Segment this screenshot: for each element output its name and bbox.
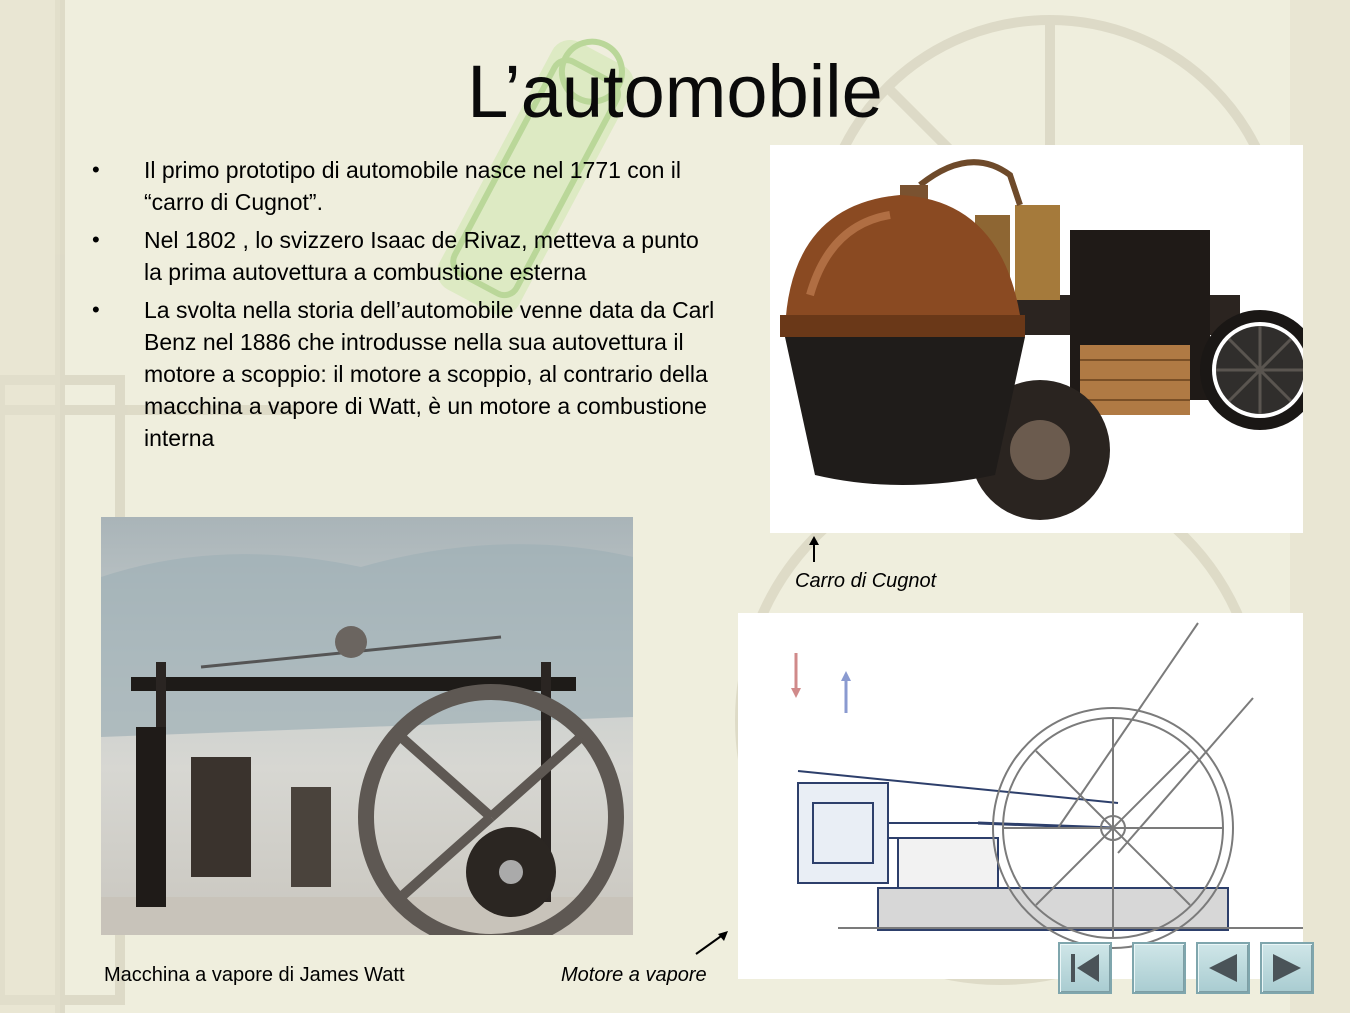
bullet-text: La svolta nella storia dell’automobile venne data da Carl Benz nel 1886 che introdusse nella sua autovettura il motore a scoppio: il motore a scoppio, al contrario della macchina a vapore di Watt, è un motore a combustione interna (144, 297, 715, 451)
arrow-up-icon (808, 536, 820, 562)
bullet-marker: • (92, 157, 100, 182)
first-slide-button[interactable] (1058, 942, 1112, 994)
watt-engine-image (101, 517, 633, 935)
motore-caption: Motore a vapore (561, 964, 707, 986)
triangle-left-icon (1205, 952, 1241, 984)
bullet-marker: • (92, 297, 100, 322)
cugnot-caption: Carro di Cugnot (795, 570, 937, 592)
watt-caption: Macchina a vapore di James Watt (104, 964, 405, 986)
steam-engine-diagram (738, 613, 1303, 979)
slide-title: L’automobile (467, 50, 883, 133)
bullet-item (92, 154, 722, 218)
cugnot-carriage-image (770, 145, 1303, 533)
triangle-right-icon (1269, 952, 1305, 984)
arrow-diagonal-icon (694, 930, 730, 956)
bullet-item (92, 224, 722, 288)
previous-slide-button[interactable] (1196, 942, 1250, 994)
slide-navigation (1058, 942, 1314, 996)
bullet-text: Il primo prototipo di automobile nasce nel 1771 con il “carro di Cugnot”. (144, 157, 681, 215)
bullet-list (92, 154, 722, 460)
next-slide-button[interactable] (1260, 942, 1314, 994)
bullet-text: Nel 1802 , lo svizzero Isaac de Rivaz, metteva a punto la prima autovettura a combustione esterna (144, 227, 699, 285)
bullet-item (92, 294, 722, 454)
skip-to-start-icon (1067, 952, 1103, 984)
home-button[interactable] (1132, 942, 1186, 994)
bullet-marker: • (92, 227, 100, 252)
